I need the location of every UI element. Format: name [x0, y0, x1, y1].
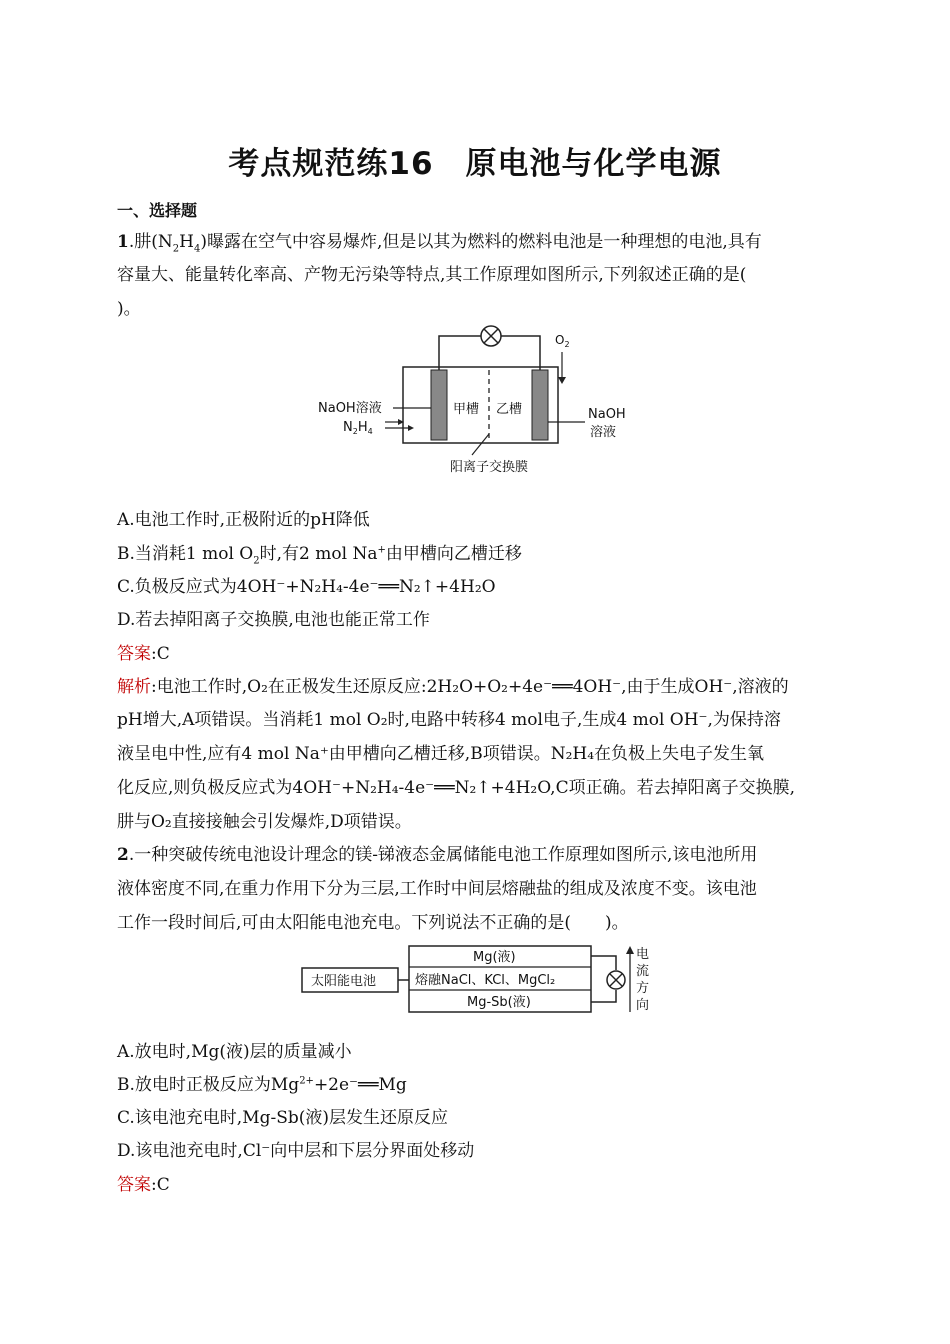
q1-analysis-line-2: pH增大,A项错误。当消耗1 mol O₂时,电路中转移4 mol电子,生成4 mol OH⁻,为保持溶 [117, 710, 781, 730]
right-solution-label: 溶液 [590, 425, 617, 440]
wire-top [591, 956, 616, 970]
q1-option-b: B.当消耗1 mol $O_2$时,有2 mol Na+由甲槽向乙槽迁移 [117, 544, 522, 567]
right-electrode [532, 370, 548, 440]
n2h4-arrow-2-head [408, 425, 414, 431]
right-naoh-label: NaOH [588, 407, 626, 422]
analysis-label: 解析 [117, 677, 151, 697]
q2-option-c: C.该电池充电时,Mg-Sb(液)层发生还原反应 [117, 1108, 449, 1128]
layer-bottom-label: Mg-Sb(液) [467, 995, 531, 1010]
left-electrode [431, 370, 447, 440]
wire-bottom [591, 990, 616, 1002]
layer-top-label: Mg(液) [473, 950, 516, 965]
tank-b-label: 乙槽 [496, 402, 523, 417]
answer-label: 答案 [117, 644, 151, 664]
liquid-metal-battery-diagram [296, 940, 666, 1018]
current-label-1: 电 [636, 947, 650, 962]
membrane-pointer [472, 434, 489, 455]
q1-stem-line-3: )。 [117, 299, 141, 319]
q1-analysis-line-4: 化反应,则负极反应式为4OH⁻+N₂H₄-4e⁻══N₂↑+4H₂O,C项正确。若去掉阳离子交换膜, [117, 778, 795, 798]
q2-stem-line-2: 液体密度不同,在重力作用下分为三层,工作时中间层熔融盐的组成及浓度不变。该电池 [117, 879, 757, 899]
q1-analysis-line-5: 肼与O₂直接接触会引发爆炸,D项错误。 [117, 812, 412, 832]
page-title: 考点规范练16 原电池与化学电源 [228, 146, 722, 182]
q2-number: 2 [117, 845, 129, 865]
q2-stem-line-3: 工作一段时间后,可由太阳能电池充电。下列说法不正确的是( )。 [117, 913, 629, 933]
wire-left [439, 336, 481, 370]
load-circle-icon [481, 326, 501, 346]
load-circle-icon [607, 971, 625, 989]
q1-analysis-line-1: 解析:电池工作时,O₂在正极发生还原反应:2H₂O+O₂+4e⁻══4OH⁻,由于生成OH⁻,溶液的 [117, 677, 789, 697]
q1-number: 1 [117, 232, 129, 252]
current-label-3: 方 [636, 981, 650, 996]
q1-stem-line-1: 1.肼$(N_2H_4)$曝露在空气中容易爆炸,但是以其为燃料的燃料电池是一种理想的电池,具有 [117, 232, 762, 255]
solar-cell-label: 太阳能电池 [311, 974, 377, 989]
answer-label: 答案 [117, 1175, 151, 1195]
q1-option-d: D.若去掉阳离子交换膜,电池也能正常工作 [117, 610, 430, 630]
membrane-label: 阳离子交换膜 [450, 460, 529, 475]
q2-answer: 答案:C [117, 1175, 170, 1195]
q2-option-b: B.放电时正极反应为$Mg^{2+}+2e^-══Mg$ [117, 1075, 407, 1095]
q1-stem-line-2: 容量大、能量转化率高、产物无污染等特点,其工作原理如图所示,下列叙述正确的是( [117, 265, 747, 285]
tank-a-label: 甲槽 [453, 402, 480, 417]
q2-option-a: A.放电时,Mg(液)层的质量减小 [117, 1042, 352, 1062]
o2-arrow-head [558, 377, 566, 384]
q1-option-a: A.电池工作时,正极附近的pH降低 [117, 510, 370, 530]
n2h4-label: $N_2H_4$ [343, 420, 373, 436]
current-label-2: 流 [636, 964, 650, 979]
q2-stem-line-1: 2.一种突破传统电池设计理念的镁-锑液态金属储能电池工作原理如图所示,该电池所用 [117, 845, 758, 865]
layer-mid-label: 熔融NaCl、KCl、MgCl₂ [415, 973, 556, 988]
fuel-cell-diagram [300, 322, 650, 482]
q1-analysis-line-3: 液呈电中性,应有4 mol Na⁺由甲槽向乙槽迁移,B项错误。N₂H₄在负极上失电子发生氧 [117, 744, 765, 764]
q1-answer: 答案:C [117, 644, 170, 664]
current-label-4: 向 [636, 998, 650, 1013]
left-naoh-label: NaOH溶液 [318, 401, 382, 416]
wire-right [501, 336, 540, 370]
current-arrow-head [626, 946, 634, 954]
section-heading: 一、选择题 [117, 201, 198, 220]
q1-option-c: C.负极反应式为4OH⁻+N₂H₄-4e⁻══N₂↑+4H₂O [117, 577, 496, 597]
q2-option-d: D.该电池充电时,Cl⁻向中层和下层分界面处移动 [117, 1141, 475, 1161]
o2-label: $O_2$ [555, 333, 570, 349]
